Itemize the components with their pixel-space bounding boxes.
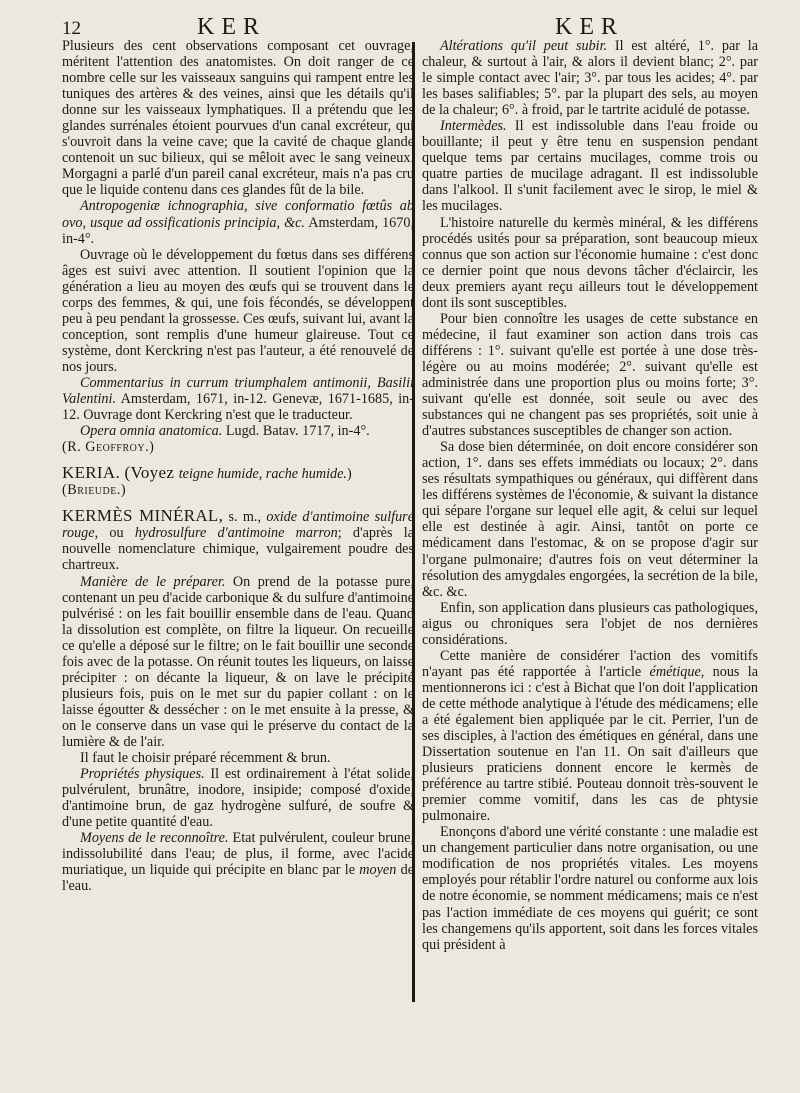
- paragraph: Il faut le choisir préparé récemment & brun.: [80, 750, 331, 767]
- work-title: Commentarius in currum triumphalem antimonii, Basilii Valentini.: [62, 374, 414, 408]
- paragraph: Sa dose bien déterminée, on doit encore considérer son action, 1°. dans ses effets immédiats ou locaux; 2°. dans ses résultats sympathiques ou généraux, qui diffèrent dans les différens systèmes de l'économie, & suivant la distance qui sépare l'organe sur lequel elle agit, & celui sur lequel elle est destinée à agir. Ainsi, tantôt on porte ce médicament dans l'estomac, & on se propose d'agir sur l'organe pulmonaire; d'autres fois on veut déterminer la résolution des amygdales engorgées, la secrétion de la bile, &c. &c.: [422, 439, 758, 600]
- entry-kermes: KERMÈS MINÉRAL, s. m., oxide d'antimoine sulfuré rouge, ou hydrosulfure d'antimoine marron; d'après la nouvelle nomenclature chimique, vulgairement poudre des chartreux.: [62, 506, 414, 574]
- paragraph: Plusieurs des cent observations composant cet ouvrage, méritent l'attention des anatomistes. On doit ranger de ce nombre celle sur les vaisseaux sanguins qui rampent entre les tuniques des artères & des veines, ainsi que les détails qu'il donne sur les vaisseaux lymphatiques. Il a prétendu que les glandes surrénales étoient pourvues d'un canal excréteur, qui s'ouvroit dans la veine cave; que la cavité de chaque glande contenoit un suc bilieux, qui se mêloit avec le sang veineux. Morgagni a parlé d'un pareil canal excréteur, mais n'a pas cru que le liquide contenu dans ces glandes fût de la bile.: [62, 38, 414, 199]
- work-title: Antropogeniæ ichnographia, sive conformatio fœtûs ab ovo, usque ad ossificationis principia, &c.: [62, 198, 414, 231]
- entry-keria: KERIA. (Voyez teigne humide, rache humide.): [62, 463, 352, 483]
- section-lead: Manière de le préparer.: [80, 573, 226, 590]
- bibliography-entry: Antropogeniæ ichnographia, sive conformatio fœtûs ab ovo, usque ad ossificationis principia, &c. Amsterdam, 1670, in-4°.: [62, 198, 414, 247]
- running-head-left: KER: [197, 14, 266, 40]
- paragraph: Enonçons d'abord une vérité constante : une maladie est un changement particulier dans notre organisation, ou une modification de nos propriétés vitales. Les moyens employés pour rétablir l'ordre naturel ou conforme aux lois de notre économie, se nomment médicamens; mais ce n'est pas l'action immédiate de ces moyens qui guérit; ce sont les changemens qu'ils apportent, soit dans les forces vitales qui président à: [422, 824, 758, 953]
- paragraph: L'histoire naturelle du kermès minéral, & les différens procédés usités pour sa préparation, sont beaucoup mieux connus que son action sur l'économie humaine : c'est donc ce dernier point que nous devons tâcher d'éclaircir, les deux premiers ayant reçu ailleurs tout le développement dont ils sont susceptibles.: [422, 214, 758, 311]
- section-lead: Moyens de le reconnoître.: [80, 830, 229, 847]
- section-preparation: Manière de le préparer. On prend de la potasse pure, contenant un peu d'acide carbonique & du sulfure d'antimoine pulvérisé : on les fait bouillir ensemble dans de l'eau. Quand la dissolution est complète, on filtre la liqueur. On recueille ce qu'elle a déposé sur le filtre; on le fait bouillir une seconde fois avec de la potasse. On réunit toutes les liqueurs, on laisse précipiter : on décante la liqueur, & on lave le précipité plusieurs fois, puis on le met sur du papier collant : on le laisse égoutter & dessécher : on le met ensuite à la presse, & on le conserve dans un vase qui le préserve du contact de la lumière & de l'air.: [62, 573, 414, 750]
- author-signature: (R. Geoffroy.): [62, 439, 155, 456]
- section-alterations: Altérations qu'il peut subir. Il est altéré, 1°. par la chaleur, & surtout à l'air, & alors il devient blanc; 2°. par le simple contact avec l'air; 3°. par tous les acides; 4°. par les bases salifiables; 5°. par la plupart des sels, au moyen de la chaleur; 6°. à froid, par le tartrite acidulé de potasse.: [422, 38, 758, 119]
- author-signature: (Brieude.): [62, 482, 127, 499]
- page-number: 12: [62, 18, 81, 39]
- section-recognition: Moyens de le reconnoître. Etat pulvérulent, couleur brune, indissolubilité dans l'eau; de plus, il forme, avec l'acide muriatique, un liquide qui précipite en blanc par le moyen de l'eau.: [62, 830, 415, 895]
- paragraph: Cette manière de considérer l'action des vomitifs n'ayant pas été rapportée à l'article émétique, nous la mentionnerons ici : c'est à Bichat que l'on doit l'application de cette méthode analytique à l'étude des médicamens; elle a été également bien appliquée par le cit. Perrier, l'un de ses disciples, à l'action des émétiques en général, dans une Dissertation soutenue en l'an 11. On sait d'ailleurs que plusieurs praticiens donnent encore le kermès de préférence au tartre stibié. Pouteau donnoit très-souvent le premier comme vomitif, dans les cas de phtysie pulmonaire.: [422, 647, 758, 825]
- running-head-right: KER: [555, 14, 624, 40]
- bibliography-entry: Opera omnia anatomica. Lugd. Batav. 1717, in-4°.: [80, 423, 370, 440]
- section-intermediates: Intermèdes. Il est indissoluble dans l'eau froide ou bouillante; il peut y être tenu en suspension pendant quelque tems par certains mucilages, comme trois ou quatre parties de mucilage adragant. Il est indissoluble dans l'alkool. Il s'unit facilement avec le sirop, le miel & les mucilages.: [422, 118, 758, 215]
- entry-heading: KERMÈS MINÉRAL,: [62, 506, 224, 526]
- paragraph: Pour bien connoître les usages de cette substance en médecine, il faut examiner son action dans trois cas différens : 1°. suivant qu'elle est portée à une dose très-légère ou au moins modérée; 2°. suivant qu'elle est administrée dans une proportion plus ou moins forte; 3°. suivant qu'elle est donnée, soit seule ou avec des substances qui ne changent pas ses propriétés, soit unie à d'autres substances susceptibles de changer son action.: [422, 310, 758, 440]
- work-title: Opera omnia anatomica.: [80, 423, 223, 440]
- section-lead: Intermèdes.: [440, 118, 507, 135]
- entry-heading: KERIA. (Voyez: [62, 463, 179, 483]
- paragraph: Ouvrage où le développement du fœtus dans ses différens âges est suivi avec attention. Il soutient l'opinion que la génération a lieu au moyen des œufs qui se trouvent dans le corps des femmes, & qui, une fois fécondés, se développent peu à peu pendant la grossesse. Ces œufs, suivant lui, avant la conception, sont remplis d'une humeur glaireuse. Tout ce système, dont Kerckring n'est pas l'auteur, a été renouvelé de nos jours.: [62, 246, 414, 375]
- section-lead: Altérations qu'il peut subir.: [440, 38, 608, 54]
- section-lead: Propriétés physiques.: [80, 766, 205, 783]
- section-properties: Propriétés physiques. Il est ordinairement à l'état solide, pulvérulent, brunâtre, inodore, insipide; composé d'oxide, d'antimoine brun, de gaz hydrogène sulfuré, de soufre & d'une petite quantité d'eau.: [62, 766, 415, 831]
- right-column: [422, 38, 758, 953]
- paragraph: Enfin, son application dans plusieurs cas pathologiques, aigus ou chroniques sera l'objet de nos dernières considérations.: [422, 599, 758, 648]
- bibliography-entry: Commentarius in currum triumphalem antimonii, Basilii Valentini. Amsterdam, 1671, in-12. Genevæ, 1671-1685, in-12. Ouvrage dont Kerckring n'est que le traducteur.: [62, 374, 414, 424]
- left-column: [62, 38, 414, 894]
